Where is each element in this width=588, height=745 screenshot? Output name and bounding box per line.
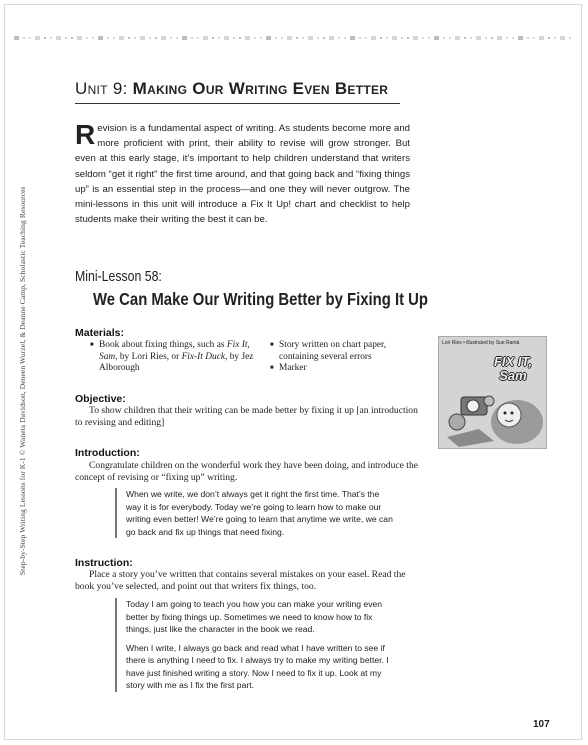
divider-dot [239, 37, 241, 39]
divider-dot [569, 37, 571, 39]
divider-dot [344, 37, 346, 39]
divider-dot [224, 36, 229, 40]
divider-dot [197, 37, 199, 39]
divider-dot [212, 37, 214, 39]
divider-dot [140, 36, 145, 40]
divider-dot [71, 37, 73, 39]
divider-dot [449, 37, 451, 39]
divider-dot [233, 37, 235, 39]
divider-dot [476, 36, 481, 40]
divider-dot [29, 37, 31, 39]
mini-lesson-number: Mini-Lesson 58: [75, 268, 162, 285]
divider-dot [407, 37, 409, 39]
divider-dot [287, 36, 292, 40]
divider-dot [548, 37, 550, 39]
unit-title-main: Making Our Writing Even Better [132, 79, 389, 98]
divider-dot [371, 36, 376, 40]
divider-dot [50, 37, 52, 39]
divider-dot [554, 37, 556, 39]
divider-dot [92, 37, 94, 39]
divider-dot [323, 37, 325, 39]
introduction-text: Congratulate children on the wonderful work they have been doing, and introduce the concept of revising or “fixing up” writing. [75, 460, 419, 483]
divider-dot [281, 37, 283, 39]
materials-list-right [270, 340, 420, 375]
divider-dot [203, 36, 208, 40]
divider-dot [533, 37, 535, 39]
divider-dot [14, 36, 19, 40]
page-number: 107 [533, 719, 550, 730]
divider-dot [392, 36, 397, 40]
divider-dot [434, 36, 439, 40]
divider-dot [35, 36, 40, 40]
materials-item-marker: ■ Marker [270, 363, 420, 375]
divider-dot [380, 37, 382, 39]
materials-item-story: ■ Story written on chart paper, containing several errors [270, 340, 420, 363]
divider-dot [98, 36, 103, 40]
divider-dot [260, 37, 262, 39]
divider-dot [170, 37, 172, 39]
divider-dot [317, 37, 319, 39]
divider-dot [470, 37, 472, 39]
divider-dot [539, 36, 544, 40]
divider-dot [386, 37, 388, 39]
divider-dot [44, 37, 46, 39]
divider-dot [275, 37, 277, 39]
divider-dot [113, 37, 115, 39]
intro-text: evision is a fundamental aspect of writing. As students become more and more proficient with print, their ability to revise will grow stronger. But even at this early stage, it’s important to help children understand that writers seldom “get it right” the first time around, and that going back and “fixing things up” is an essential step in the process—and one they will never outgrow. The mini-lessons in this unit will introduce a Fix It Up! chart and checklist to help students make their writing the best it can be. [75, 123, 410, 226]
copyright-credit: Step-by-Step Writing Lessons for K-1 © Waneta Davidson, Deneen Wurzel, & Deanne Camp, Scholastic Teaching Resources [18, 186, 27, 575]
divider-dot [497, 36, 502, 40]
unit-title [75, 79, 400, 104]
dotted-divider [14, 35, 574, 41]
divider-dot [266, 36, 271, 40]
materials-heading: Materials: [75, 327, 125, 339]
divider-dot [155, 37, 157, 39]
divider-dot [245, 36, 250, 40]
divider-dot [485, 37, 487, 39]
divider-dot [518, 36, 523, 40]
divider-dot [512, 37, 514, 39]
divider-dot [308, 36, 313, 40]
materials-item-book: ■ Book about fixing things, such as Fix It, Sam, by Lori Ries, or Fix-It Duck, by Jez Alborough [90, 340, 260, 375]
divider-dot [350, 36, 355, 40]
divider-dot [365, 37, 367, 39]
divider-dot [560, 36, 565, 40]
introduction-teacher-script: When we write, we don’t always get it right the first time. That’s the way it is for everybody. Today we’re going to learn how to make our writing even better! We’re going to learn that anytime we write, we can go back and fix up things that need fixing. [115, 488, 396, 538]
book-authors: Lori Ries • illustrated by Sue Ramá [442, 340, 520, 346]
divider-dot [176, 37, 178, 39]
divider-dot [413, 36, 418, 40]
objective-heading: Objective: [75, 393, 126, 405]
divider-dot [161, 36, 166, 40]
divider-dot [182, 36, 187, 40]
divider-dot [191, 37, 193, 39]
objective-text: To show children that their writing can be made better by fixing it up [an introduction to revising and editing] [75, 405, 418, 428]
divider-dot [329, 36, 334, 40]
divider-dot [455, 36, 460, 40]
divider-dot [119, 36, 124, 40]
divider-dot [359, 37, 361, 39]
materials-list-left [90, 340, 260, 375]
introduction-heading: Introduction: [75, 447, 140, 459]
instruction-teacher-script: Today I am going to teach you how you can make your writing even better by fixing things up. Sometimes we need to know how to fix things, just like the character in the book we read. When I write, I always go back and read what I have written to see if there is anything I need to fix. I always try to make my writing better. I have just finished writing a story. Now I need to fix it up. Look at my story with me as I fix the first part. [115, 598, 391, 692]
divider-dot [506, 37, 508, 39]
divider-dot [56, 36, 61, 40]
drop-cap: R [75, 119, 96, 150]
divider-dot [401, 37, 403, 39]
divider-dot [218, 37, 220, 39]
divider-dot [23, 37, 25, 39]
divider-dot [422, 37, 424, 39]
unit-title-prefix: Unit 9: [75, 79, 133, 98]
book-title: FIX IT, Sam [493, 354, 533, 383]
divider-dot [86, 37, 88, 39]
divider-dot [491, 37, 493, 39]
divider-dot [65, 37, 67, 39]
divider-dot [77, 36, 82, 40]
divider-dot [464, 37, 466, 39]
divider-dot [128, 37, 130, 39]
instruction-text: Place a story you’ve written that contains several mistakes on your easel. Read the book you’ve selected, and point out that writers fix things, too. [75, 569, 406, 592]
divider-dot [428, 37, 430, 39]
mini-lesson-title: We Can Make Our Writing Better by Fixing It Up [93, 289, 429, 309]
divider-dot [302, 37, 304, 39]
divider-dot [338, 37, 340, 39]
divider-dot [443, 37, 445, 39]
divider-dot [149, 37, 151, 39]
divider-dot [134, 37, 136, 39]
instruction-heading: Instruction: [75, 557, 133, 569]
divider-dot [527, 37, 529, 39]
divider-dot [254, 37, 256, 39]
book-cover-image [438, 336, 547, 449]
divider-dot [107, 37, 109, 39]
divider-dot [296, 37, 298, 39]
unit-intro-paragraph [75, 121, 410, 227]
